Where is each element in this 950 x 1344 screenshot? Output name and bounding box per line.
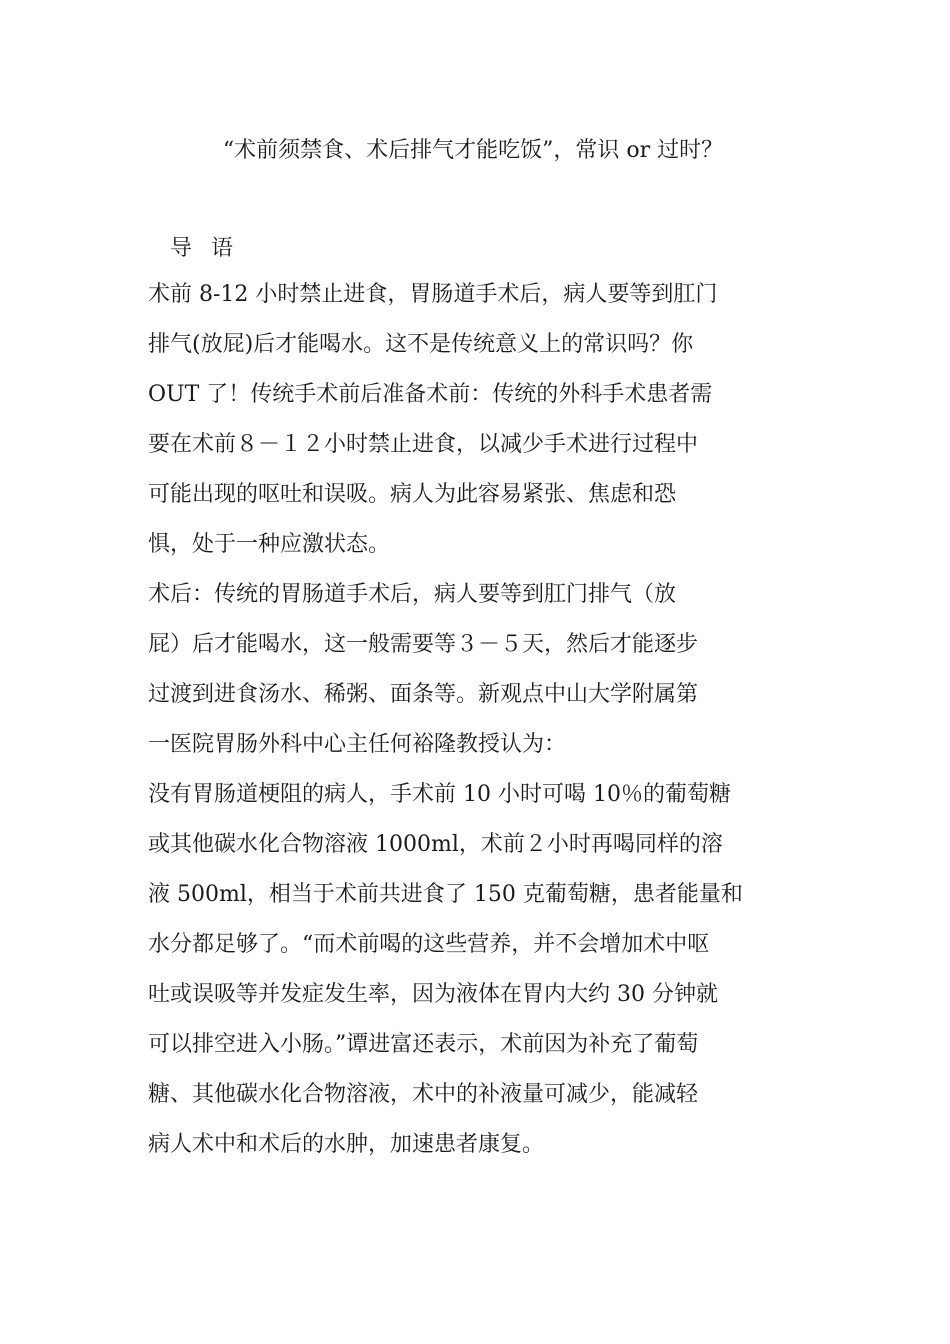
body-line: 术前 8-12 小时禁止进食，胃肠道手术后，病人要等到肛门 xyxy=(148,282,718,307)
body-line: 过渡到进食汤水、稀粥、面条等。新观点中山大学附属第 xyxy=(148,682,699,707)
body-line: 惧，处于一种应激状态。 xyxy=(148,532,391,557)
document-title: “术前须禁食、术后排气才能吃饭”，常识 or 过时？ xyxy=(222,138,724,163)
body-line: 液 500ml，相当于术前共进食了 150 克葡萄糖，患者能量和 xyxy=(148,882,743,907)
body-line: 可以排空进入小肠。”谭进富还表示，术前因为补充了葡萄 xyxy=(148,1032,699,1057)
document-body xyxy=(148,270,808,1170)
body-line: 吐或误吸等并发症发生率，因为液体在胃内大约 30 分钟就 xyxy=(148,982,718,1007)
body-line: 水分都足够了。“而术前喝的这些营养，并不会增加术中呕 xyxy=(148,932,710,957)
section-heading: 导 语 xyxy=(170,236,239,261)
body-line: 术后：传统的胃肠道手术后，病人要等到肛门排气（放 xyxy=(148,582,677,607)
body-line: 要在术前８－１２小时禁止进食，以减少手术进行过程中 xyxy=(148,432,699,457)
body-line: 糖、其他碳水化合物溶液，术中的补液量可减少，能减轻 xyxy=(148,1082,699,1107)
body-line: 排气(放屁)后才能喝水。这不是传统意义上的常识吗？你 xyxy=(148,332,694,357)
body-line: 一医院胃肠外科中心主任何裕隆教授认为： xyxy=(148,732,567,757)
body-line: 病人术中和术后的水肿，加速患者康复。 xyxy=(148,1132,545,1157)
body-line: OUT 了！传统手术前后准备术前：传统的外科手术患者需 xyxy=(148,382,713,407)
body-line: 屁）后才能喝水，这一般需要等３－５天，然后才能逐步 xyxy=(148,632,699,657)
body-line: 或其他碳水化合物溶液 1000ml，术前２小时再喝同样的溶 xyxy=(148,832,723,857)
body-line: 可能出现的呕吐和误吸。病人为此容易紧张、焦虑和恐 xyxy=(148,482,677,507)
body-line: 没有胃肠道梗阻的病人，手术前 10 小时可喝 10％的葡萄糖 xyxy=(148,782,731,807)
